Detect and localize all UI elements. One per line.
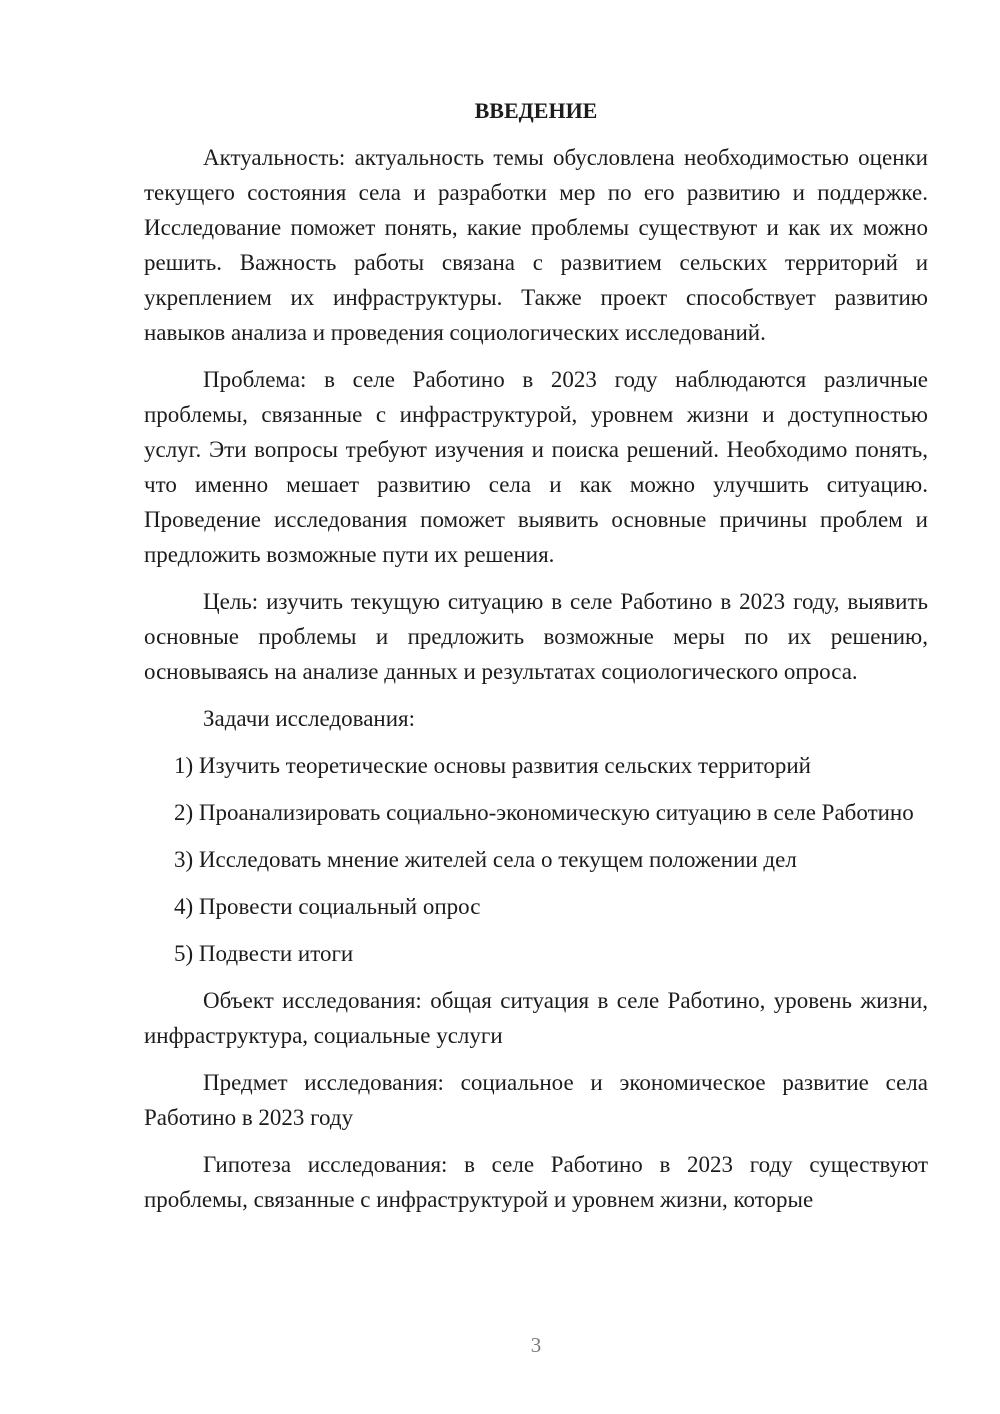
paragraph-problem: Проблема: в селе Работино в 2023 году наблюдаются различные проблемы, связанные с инфраструктурой, уровнем жизни и доступностью услуг. Эти вопросы требуют изучения и поиска решений. Необходимо понять, что именно мешает развитию села и как можно улучшить ситуацию. Проведение исследования поможет выявить основные причины проблем и предложить возможные пути их решения.: [144, 367, 928, 567]
document-body: [144, 93, 928, 1229]
paragraph-subject: Предмет исследования: социальное и экономическое развитие села Работино в 2023 году: [144, 1070, 928, 1130]
task-item-5: 5) Подвести итоги: [174, 941, 354, 966]
paragraph-object: Объект исследования: общая ситуация в селе Работино, уровень жизни, инфраструктура, социальные услуги: [144, 988, 928, 1048]
paragraph-relevance: Актуальность: актуальность темы обусловлена необходимостью оценки текущего состояния села и разработки мер по его развитию и поддержке. Исследование поможет понять, какие проблемы существуют и как их можно решить. Важность работы связана с развитием сельских территорий и укреплением их инфраструктуры. Также проект способствует развитию навыков анализа и проведения социологических исследований.: [144, 145, 928, 345]
paragraph-hypothesis: Гипотеза исследования: в селе Работино в 2023 году существуют проблемы, связанные с инфраструктурой и уровнем жизни, которые: [144, 1152, 928, 1212]
paragraph-tasks-heading: Задачи исследования:: [203, 706, 416, 731]
task-item-4: 4) Провести социальный опрос: [174, 894, 481, 919]
paragraph-goal: Цель: изучить текущую ситуацию в селе Работино в 2023 году, выявить основные проблемы и предложить возможные меры по их решению, основываясь на анализе данных и результатах социологического опроса.: [144, 589, 928, 684]
task-item-3: 3) Исследовать мнение жителей села о текущем положении дел: [174, 847, 797, 872]
task-item-1: 1) Изучить теоретические основы развития сельских территорий: [174, 753, 811, 778]
page-number: 3: [530, 1333, 542, 1357]
task-item-2: 2) Проанализировать социально-экономическую ситуацию в селе Работино: [174, 800, 914, 825]
section-title: ВВЕДЕНИЕ: [474, 98, 598, 123]
